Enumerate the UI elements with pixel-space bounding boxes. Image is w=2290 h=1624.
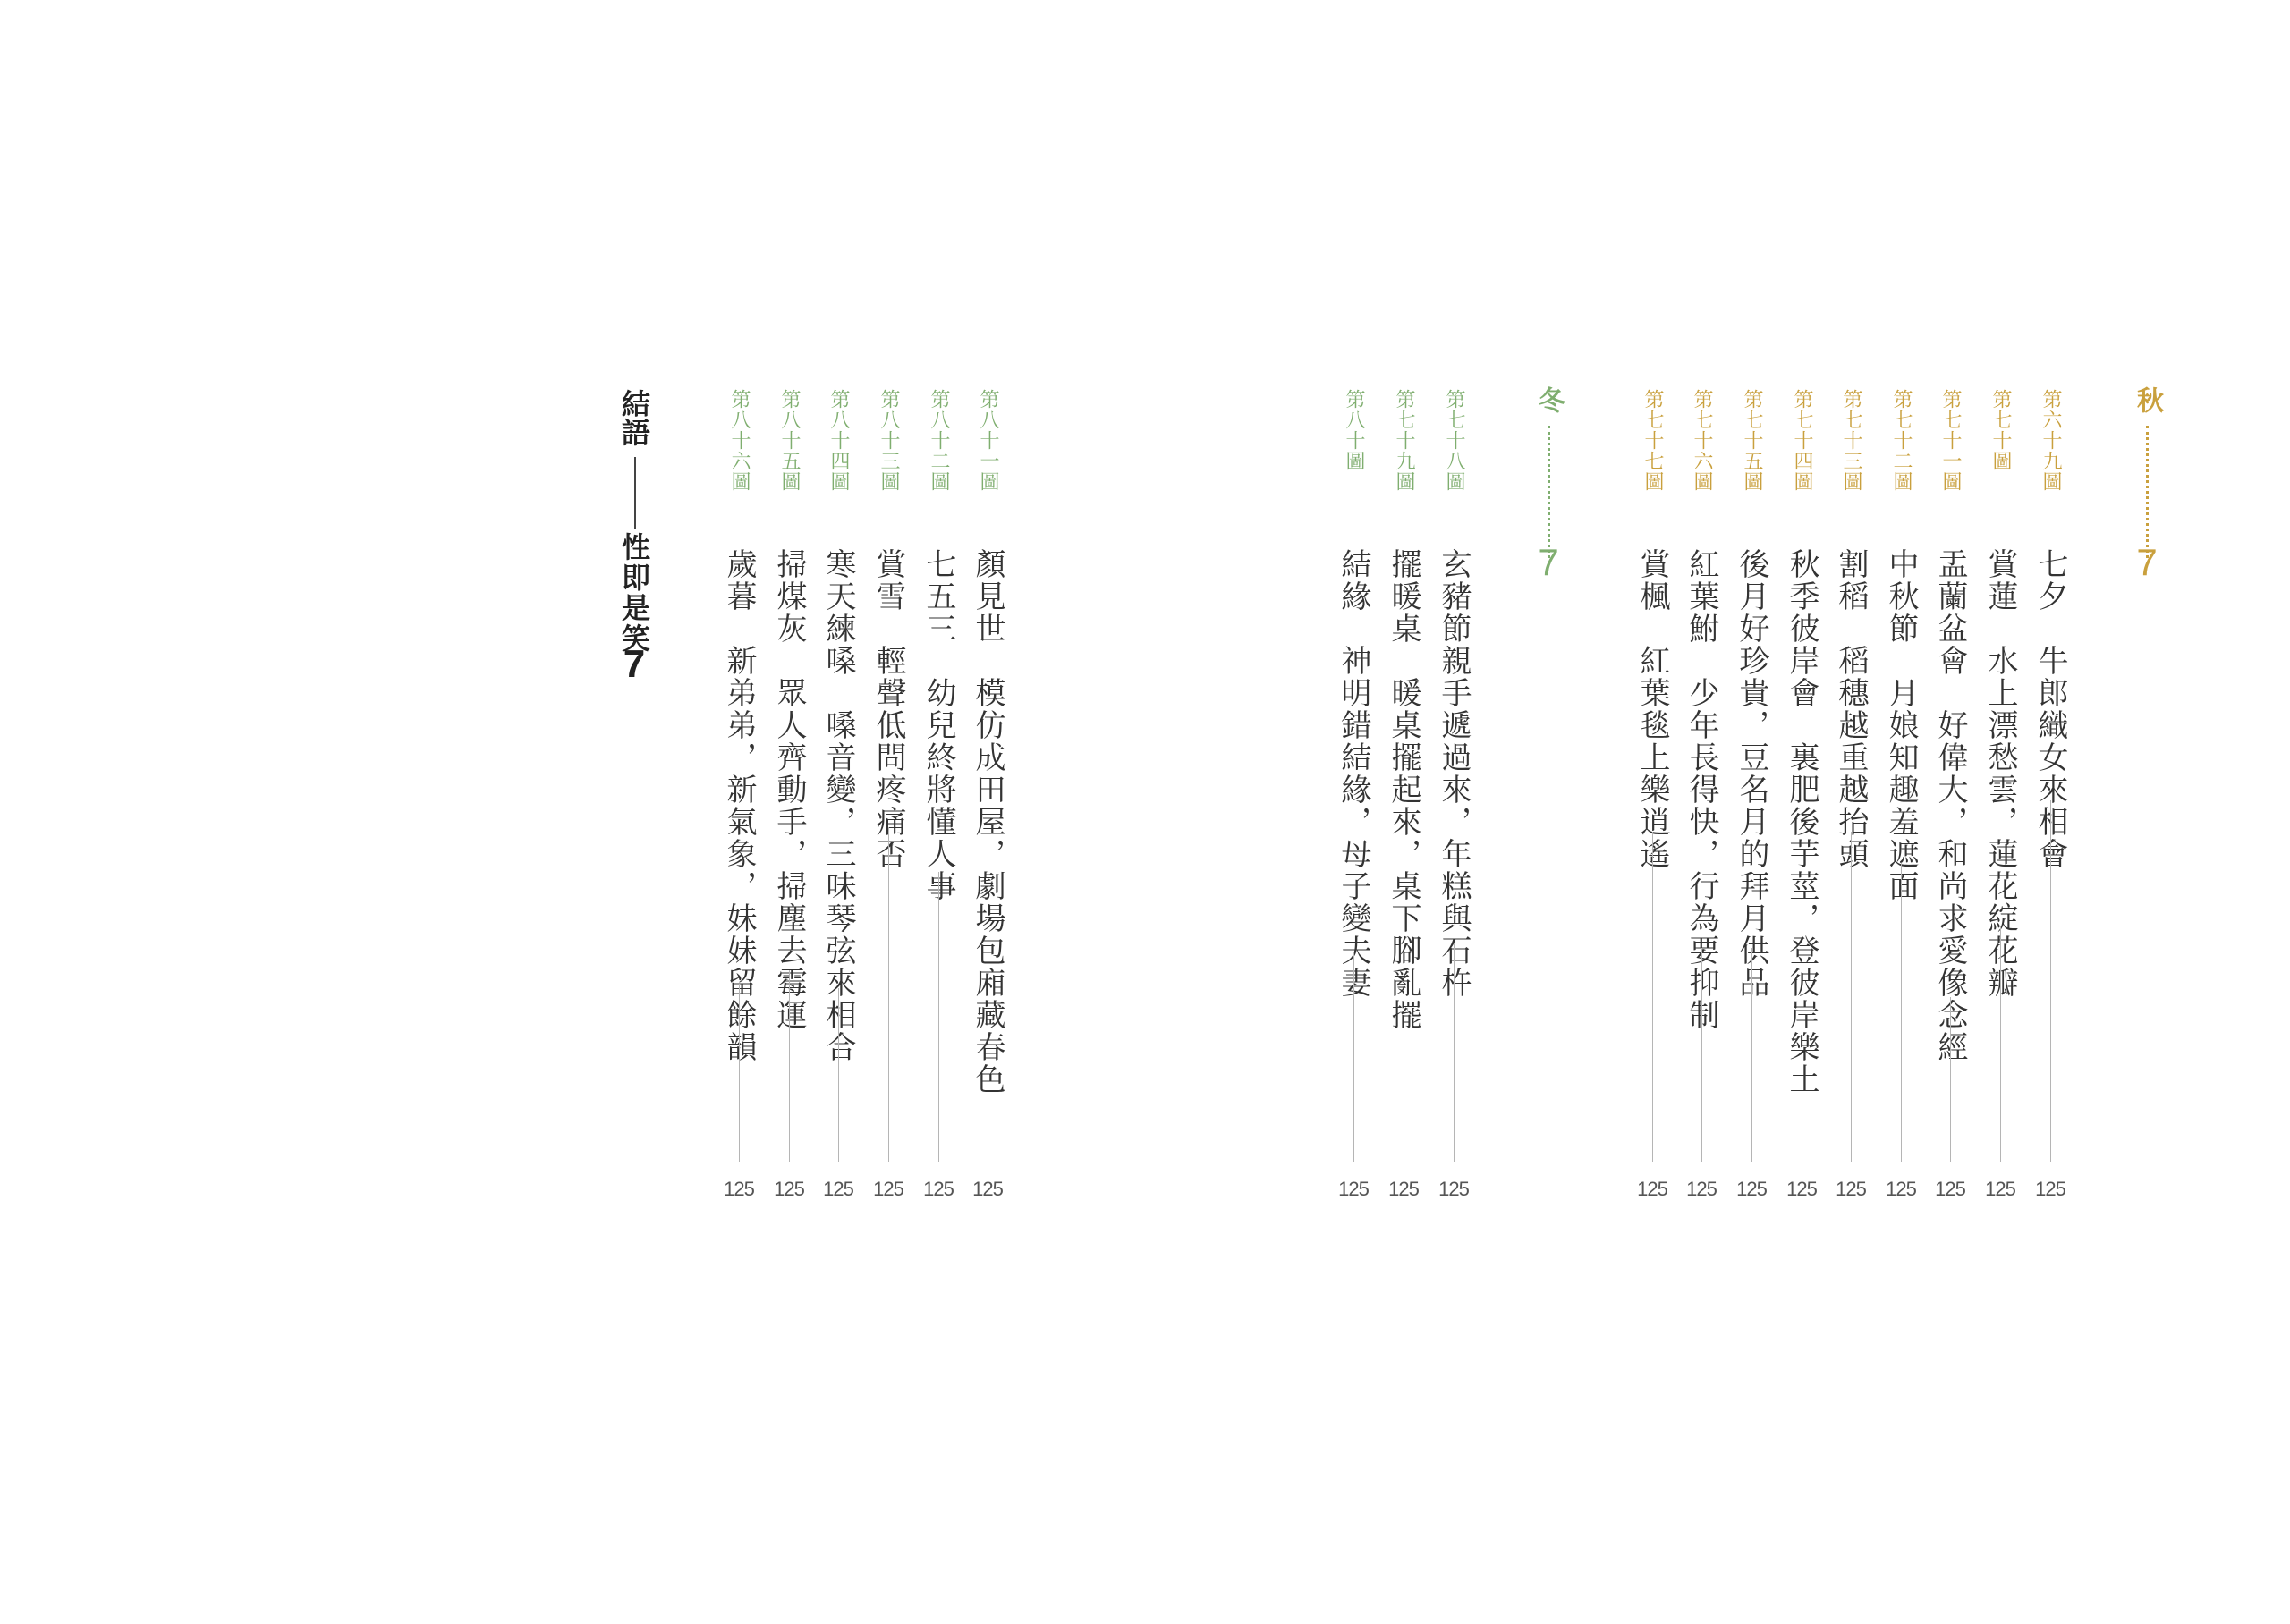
figure-number: 第八十四圖 (827, 389, 850, 492)
entry-title: 掃煤灰 眾人齊動手，掃塵去霉運 (771, 548, 807, 1031)
section-title: 冬 (1533, 386, 1565, 413)
page-number: 125 (1886, 1178, 1916, 1200)
conclusion-subtitle: 性即是笑 (617, 532, 651, 654)
figure-number: 第七十八圖 (1443, 389, 1465, 492)
figure-number: 第七十圖 (1989, 389, 2012, 471)
toc-entry[interactable] (1931, 389, 1969, 1212)
toc-entry[interactable] (1832, 389, 1870, 1212)
entry-title: 後月好珍貴，豆名月的拜月供品 (1734, 548, 1769, 999)
figure-number: 第八十圖 (1343, 389, 1365, 471)
page-number: 125 (1338, 1178, 1369, 1200)
toc-entry[interactable] (869, 389, 907, 1212)
figure-number: 第七十七圖 (1641, 389, 1664, 492)
toc-entry[interactable] (770, 389, 808, 1212)
conclusion-page-number: 7 (623, 642, 646, 686)
figure-number: 第七十六圖 (1691, 389, 1713, 492)
leader-line (2000, 926, 2001, 1162)
page-number: 125 (1935, 1178, 1965, 1200)
leader-line (2050, 800, 2051, 1162)
figure-number: 第八十一圖 (977, 389, 999, 492)
page-number: 125 (972, 1178, 1003, 1200)
page-number: 125 (873, 1178, 903, 1200)
leader-line (739, 984, 740, 1162)
entry-title: 賞雪 輕聲低問疼痛否 (870, 548, 906, 870)
leader-line (789, 970, 790, 1162)
entry-title: 擺暖桌 暖桌擺起來，桌下腳亂擺 (1386, 548, 1421, 1031)
figure-number: 第八十三圖 (878, 389, 900, 492)
page-number: 125 (774, 1178, 804, 1200)
page-number: 125 (923, 1178, 954, 1200)
toc-entry[interactable] (920, 389, 957, 1212)
entry-title: 盂蘭盆會 好偉大，和尚求愛像念經 (1932, 548, 1968, 1063)
entry-title: 賞蓮 水上漂愁雲，蓮花綻花瓣 (1982, 548, 2018, 999)
conclusion-title: 結語 (617, 389, 651, 446)
toc-entry[interactable] (1633, 389, 1671, 1212)
toc-entry[interactable] (1335, 389, 1372, 1212)
toc-entry[interactable] (2031, 389, 2069, 1212)
page-number: 125 (1836, 1178, 1866, 1200)
entry-title: 結緣 神明錯結緣，母子變夫妻 (1336, 548, 1371, 999)
toc-entry[interactable] (1385, 389, 1422, 1212)
figure-number: 第七十四圖 (1791, 389, 1813, 492)
leader-line (1353, 952, 1354, 1162)
toc-entry[interactable] (1683, 389, 1720, 1212)
entry-title: 玄豬節親手遞過來，年糕與石杵 (1436, 548, 1472, 999)
toc-entry[interactable] (1981, 389, 2019, 1212)
entry-title: 秋季彼岸會 裏肥後芋莖，登彼岸樂土 (1784, 548, 1819, 1095)
entry-title: 寒天練嗓 嗓音變，三味琴弦來相合 (820, 548, 856, 1063)
dot-leader (2146, 426, 2149, 558)
section-page-number: 7 (2136, 541, 2158, 583)
leader-line (838, 988, 839, 1162)
page-number: 125 (1985, 1178, 2015, 1200)
page-number: 125 (1786, 1178, 1817, 1200)
toc-entry[interactable] (969, 389, 1006, 1212)
figure-number: 第七十五圖 (1741, 389, 1763, 492)
entry-title: 割稻 稻穗越重越抬頭 (1833, 548, 1869, 870)
figure-number: 第七十九圖 (1393, 389, 1415, 492)
section-page-number: 7 (1538, 541, 1559, 583)
entry-title: 七夕 牛郎織女來相會 (2032, 548, 2068, 870)
leader-line (1901, 863, 1902, 1162)
toc-conclusion[interactable] (612, 389, 657, 711)
figure-number: 第八十六圖 (728, 389, 751, 492)
section-winter[interactable] (1531, 386, 1566, 592)
toc-entry[interactable] (819, 389, 857, 1212)
entry-title: 賞楓 紅葉毯上樂逍遙 (1634, 548, 1670, 870)
leader-line (938, 872, 939, 1162)
figure-number: 第七十三圖 (1840, 389, 1862, 492)
figure-number: 第六十九圖 (2040, 389, 2062, 492)
figure-number: 第八十五圖 (778, 389, 801, 492)
section-title: 秋 (2132, 386, 2163, 413)
entry-title: 紅葉鮒 少年長得快，行為要抑制 (1684, 548, 1719, 1031)
page-number: 125 (724, 1178, 754, 1200)
figure-number: 第七十二圖 (1890, 389, 1913, 492)
toc-entry[interactable] (1435, 389, 1472, 1212)
toc-entry[interactable] (1882, 389, 1920, 1212)
entry-title: 中秋節 月娘知趣羞遮面 (1883, 548, 1919, 902)
leader-line (1454, 943, 1455, 1162)
page-number: 125 (823, 1178, 853, 1200)
page-number: 125 (1736, 1178, 1767, 1200)
leader-line (1851, 832, 1852, 1162)
leader-line (1652, 832, 1653, 1162)
dash-leader (634, 457, 636, 529)
figure-number: 第七十一圖 (1939, 389, 1962, 492)
page-number: 125 (1438, 1178, 1469, 1200)
toc-entry[interactable] (1783, 389, 1820, 1212)
leader-line (1701, 948, 1702, 1162)
page-number: 125 (1686, 1178, 1717, 1200)
leader-line (888, 827, 889, 1162)
page-number: 125 (1637, 1178, 1667, 1200)
entry-title: 七五三 幼兒終將懂人事 (920, 548, 956, 902)
leader-line (1950, 997, 1951, 1162)
dot-leader (1548, 426, 1550, 558)
toc-entry[interactable] (1733, 389, 1770, 1212)
section-autumn[interactable] (2129, 386, 2165, 592)
page-number: 125 (2035, 1178, 2065, 1200)
page-number: 125 (1388, 1178, 1419, 1200)
figure-number: 第八十二圖 (928, 389, 950, 492)
leader-line (1751, 948, 1752, 1162)
entry-title: 顏見世 模仿成田屋，劇場包廂藏春色 (970, 548, 1005, 1095)
entry-title: 歲暮 新弟弟，新氣象，妹妹留餘韻 (721, 548, 757, 1063)
toc-entry[interactable] (720, 389, 758, 1212)
